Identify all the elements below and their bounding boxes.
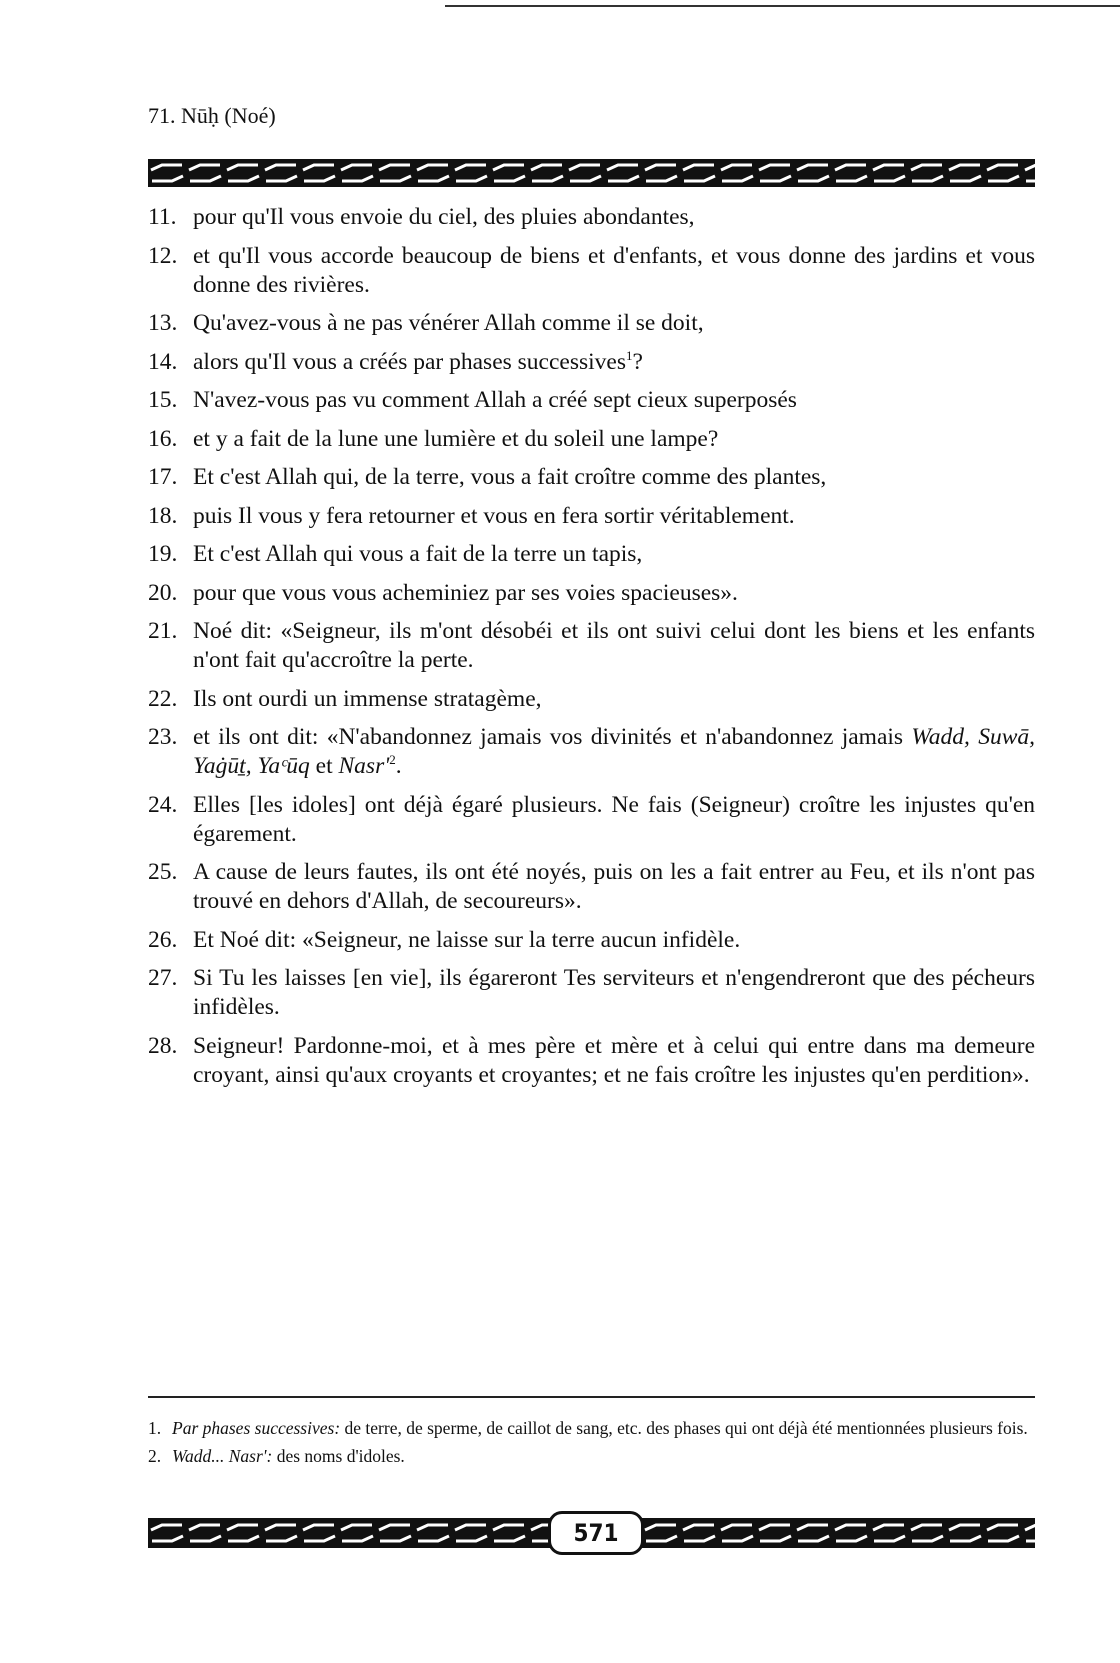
verse-number: 12. xyxy=(148,242,178,269)
verse-text-part: . xyxy=(395,753,402,779)
verse-text: Seigneur! Pardonne-moi, et à mes père et mère et à celui qui entre dans ma demeure croyant, ainsi qu'aux croyants et croyantes; et ne fais croître les injustes qu'en perdition». xyxy=(193,1032,1035,1088)
footnote-body: des noms d'idoles. xyxy=(272,1446,405,1466)
verse-text: Ils ont ourdi un immense stratagème, xyxy=(193,685,542,712)
top-rule xyxy=(445,5,1120,7)
footnote-ref-1: 1 xyxy=(625,347,633,363)
verse-25 xyxy=(148,858,1035,916)
verse-text: pour que vous vous acheminiez par ses voies spacieuses». xyxy=(193,579,738,606)
verse-text xyxy=(193,723,1035,781)
idol-names: Wadd, Suwā, Yaġūṯ, Yaᶜūq xyxy=(193,724,1035,779)
verse-text: puis Il vous y fera retourner et vous en fera sortir véritablement. xyxy=(193,502,795,529)
verse-text: et qu'Il vous accorde beaucoup de biens et d'enfants, et vous donne des jardins et vous donne des rivières. xyxy=(193,242,1035,298)
footnote-2 xyxy=(148,1445,1035,1468)
verse-number: 14. xyxy=(148,348,178,375)
verse-list xyxy=(148,203,1035,1099)
verse-text: Qu'avez-vous à ne pas vénérer Allah comme il se doit, xyxy=(193,310,704,336)
verse-number: 26. xyxy=(148,926,178,953)
footnote-divider xyxy=(148,1396,1035,1398)
verse-text: Si Tu les laisses [en vie], ils égareront Tes serviteurs et n'engendreront que des pécheurs infidèles. xyxy=(193,965,1035,1020)
verse-text-part: et ils ont dit: «N'abandonnez jamais vos divinités et n'abandonnez jamais xyxy=(193,724,904,750)
verse-number: 18. xyxy=(148,502,178,529)
footnote-number: 1. xyxy=(148,1418,162,1438)
verse-11 xyxy=(148,203,1035,232)
verse-text: Noé dit: «Seigneur, ils m'ont désobéi et ils ont suivi celui dont les biens et les enfants n'ont fait qu'accroître la perte. xyxy=(193,618,1035,673)
verse-text: N'avez-vous pas vu comment Allah a créé sept cieux superposés xyxy=(193,387,797,413)
verse-number: 27. xyxy=(148,965,178,991)
footnotes xyxy=(148,1417,1035,1473)
verse-20 xyxy=(148,579,1035,608)
footnote-term: Wadd... Nasr': xyxy=(172,1446,273,1466)
verse-text: et y a fait de la lune une lumière et du soleil une lampe? xyxy=(193,425,719,452)
verse-23 xyxy=(148,723,1035,781)
verse-number: 15. xyxy=(148,387,178,413)
footnote-term: Par phases successives: xyxy=(172,1418,341,1438)
verse-27 xyxy=(148,964,1035,1022)
verse-number: 16. xyxy=(148,425,178,452)
verse-26 xyxy=(148,926,1035,955)
footnote-number: 2. xyxy=(148,1446,162,1466)
verse-18 xyxy=(148,502,1035,531)
footnote-text xyxy=(172,1417,1035,1440)
footnote-text xyxy=(172,1445,1035,1468)
verse-14 xyxy=(148,348,1035,377)
verse-text: Et Noé dit: «Seigneur, ne laisse sur la terre aucun infidèle. xyxy=(193,926,741,953)
verse-15 xyxy=(148,386,1035,415)
footnote-1 xyxy=(148,1417,1035,1440)
verse-21 xyxy=(148,617,1035,675)
verse-number: 11. xyxy=(148,204,177,230)
verse-text: pour qu'Il vous envoie du ciel, des pluies abondantes, xyxy=(193,204,695,230)
idol-name-nasr: Nasr' xyxy=(338,753,390,779)
verse-13 xyxy=(148,309,1035,338)
verse-12 xyxy=(148,242,1035,300)
verse-number: 21. xyxy=(148,618,178,644)
verse-number: 17. xyxy=(148,464,178,490)
verse-28 xyxy=(148,1032,1035,1090)
page-number: 571 xyxy=(548,1511,644,1555)
footnote-body: de terre, de sperme, de caillot de sang, etc. des phases qui ont déjà été mentionnées plusieurs fois. xyxy=(340,1418,1028,1438)
verse-16 xyxy=(148,425,1035,454)
decorative-band-top xyxy=(148,159,1035,187)
verse-22 xyxy=(148,685,1035,714)
verse-number: 22. xyxy=(148,685,178,712)
verse-19 xyxy=(148,540,1035,569)
verse-number: 13. xyxy=(148,310,178,336)
footnote-ref-2: 2 xyxy=(389,752,396,768)
verse-number: 25. xyxy=(148,859,178,885)
verse-number: 28. xyxy=(148,1032,178,1059)
verse-number: 24. xyxy=(148,791,178,818)
verse-text xyxy=(193,348,1035,377)
page-header: 71. Nūḥ (Noé) xyxy=(148,103,276,128)
verse-text-part: et xyxy=(309,753,339,779)
verse-number: 20. xyxy=(148,579,178,606)
verse-number: 19. xyxy=(148,541,178,567)
verse-24 xyxy=(148,791,1035,849)
verse-text: Elles [les idoles] ont déjà égaré plusieurs. Ne fais (Seigneur) croître les injustes qu'en égarement. xyxy=(193,791,1035,847)
verse-text: Et c'est Allah qui vous a fait de la terre un tapis, xyxy=(193,541,643,567)
verse-text: Et c'est Allah qui, de la terre, vous a fait croître comme des plantes, xyxy=(193,464,827,490)
verse-text: A cause de leurs fautes, ils ont été noyés, puis on les a fait entrer au Feu, et ils n'ont pas trouvé en dehors d'Allah, de secoureurs». xyxy=(193,859,1035,914)
verse-number: 23. xyxy=(148,724,178,750)
verse-17 xyxy=(148,463,1035,492)
verse-text-part: alors qu'Il vous a créés par phases successives xyxy=(193,348,626,375)
verse-text-part: ? xyxy=(632,348,643,375)
